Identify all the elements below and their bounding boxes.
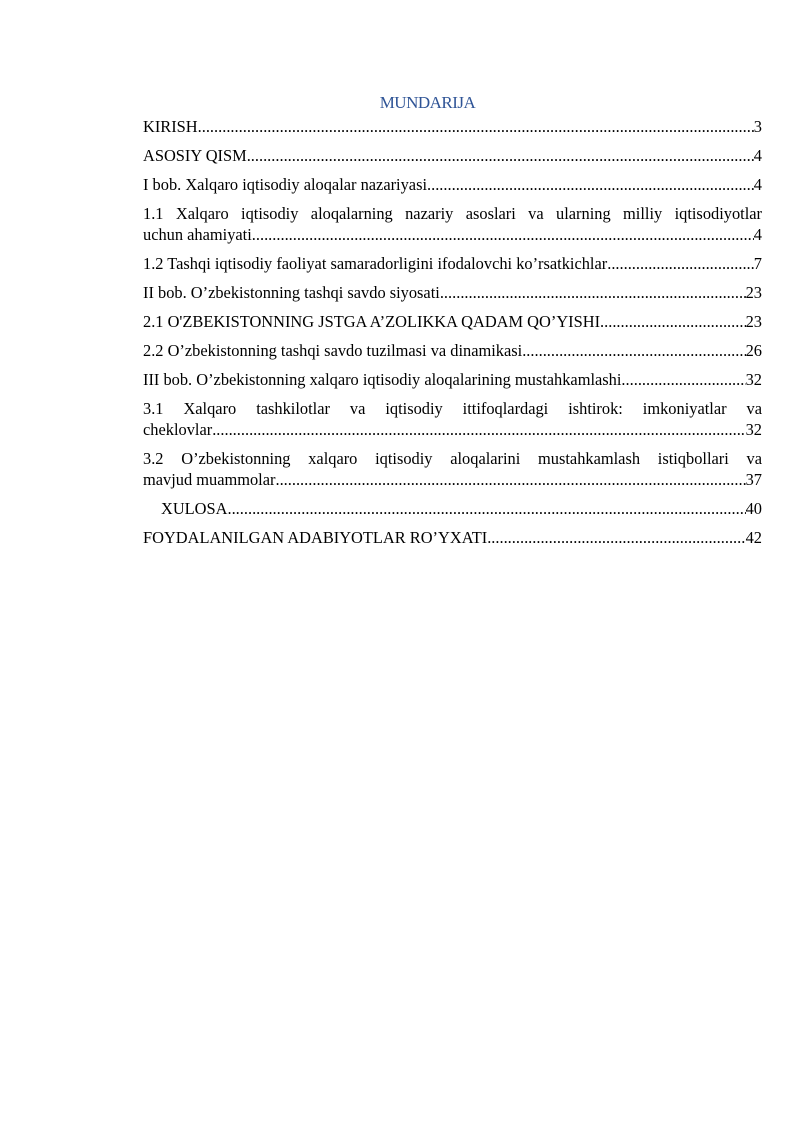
toc-entry-page: 23 [745, 283, 762, 302]
toc-entry-page: 23 [745, 312, 762, 331]
toc-entry-text-line1: 1.1 Xalqaro iqtisodiy aloqalarning nazariy asoslari va ularning milliy iqtisodiyotlar [143, 204, 762, 223]
dot-leader [247, 145, 754, 166]
toc-entry-text-line1: 3.1 Xalqaro tashkilotlar va iqtisodiy ittifoqlardagi ishtirok: imkoniyatlar va [143, 399, 762, 418]
toc-entry-page: 26 [745, 341, 762, 360]
toc-entry-text: 2.1 O'ZBEKISTONNING JSTGA A’ZOLIKKA QADAM QO’YISHI [143, 312, 601, 331]
dot-leader [600, 311, 746, 332]
table-of-contents [143, 116, 762, 556]
toc-entry-1-2[interactable] [143, 253, 762, 274]
toc-entry-adabiyotlar[interactable] [143, 527, 762, 548]
dot-leader [198, 116, 754, 137]
toc-entry-text: KIRISH [143, 117, 198, 136]
toc-entry-text: cheklovlar [143, 420, 213, 439]
toc-entry-text: 2.2 O’zbekistonning tashqi savdo tuzilmasi va dinamikasi [143, 341, 523, 360]
dot-leader [275, 469, 745, 490]
toc-entry-3-1[interactable] [143, 398, 762, 440]
toc-entry-text: II bob. O’zbekistonning tashqi savdo siyosati [143, 283, 440, 302]
toc-entry-chapter-3[interactable] [143, 369, 762, 390]
toc-entry-page: 42 [745, 528, 762, 547]
toc-entry-chapter-2[interactable] [143, 282, 762, 303]
dot-leader [440, 282, 746, 303]
toc-entry-text: 1.2 Tashqi iqtisodiy faoliyat samaradorligini ifodalovchi ko’rsatkichlar [143, 254, 608, 273]
toc-entry-xulosa[interactable] [143, 498, 762, 519]
dot-leader [621, 369, 745, 390]
toc-entry-page: 3 [753, 117, 762, 136]
toc-title: MUNDARIJA [379, 93, 476, 112]
dot-leader [487, 527, 745, 548]
toc-entry-page: 37 [745, 470, 762, 489]
toc-entry-page: 4 [753, 225, 762, 244]
toc-entry-text: III bob. O’zbekistonning xalqaro iqtisodiy aloqalarining mustahkamlashi [143, 370, 622, 389]
dot-leader [252, 224, 754, 245]
toc-entry-page: 7 [753, 254, 762, 273]
toc-entry-text: FOYDALANILGAN ADABIYOTLAR RO’YXATI [143, 528, 488, 547]
toc-entry-page: 32 [745, 370, 762, 389]
dot-leader [212, 419, 745, 440]
toc-entry-1-1[interactable] [143, 203, 762, 245]
toc-entry-text: uchun ahamiyati [143, 225, 252, 244]
toc-entry-page: 40 [745, 499, 762, 518]
toc-entry-text-line1: 3.2 O’zbekistonning xalqaro iqtisodiy aloqalarini mustahkamlash istiqbollari va [143, 449, 762, 468]
toc-entry-chapter-1[interactable] [143, 174, 762, 195]
dot-leader [427, 174, 754, 195]
dot-leader [522, 340, 745, 361]
toc-entry-text: ASOSIY QISM [143, 146, 247, 165]
toc-entry-2-2[interactable] [143, 340, 762, 361]
dot-leader [227, 498, 745, 519]
toc-entry-page: 32 [745, 420, 762, 439]
toc-entry-asosiy-qism[interactable] [143, 145, 762, 166]
toc-entry-text: I bob. Xalqaro iqtisodiy aloqalar nazariyasi [143, 175, 428, 194]
dot-leader [607, 253, 754, 274]
toc-entry-kirish[interactable] [143, 116, 762, 137]
toc-entry-text: mavjud muammolar [143, 470, 276, 489]
toc-entry-page: 4 [753, 175, 762, 194]
toc-entry-page: 4 [753, 146, 762, 165]
toc-entry-text: XULOSA [161, 499, 228, 518]
toc-entry-2-1[interactable] [143, 311, 762, 332]
toc-entry-3-2[interactable] [143, 448, 762, 490]
